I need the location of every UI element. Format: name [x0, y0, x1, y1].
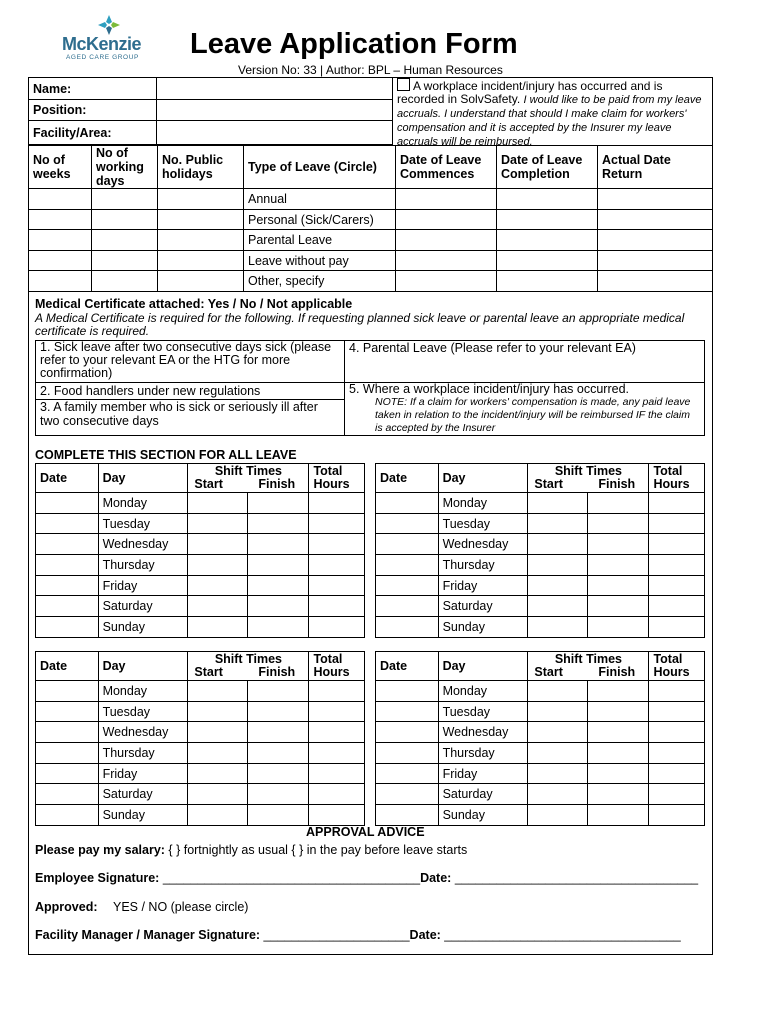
total-hours-cell[interactable] — [649, 534, 705, 555]
finish-cell[interactable] — [587, 575, 649, 596]
start-label: Start — [534, 665, 563, 679]
start-cell[interactable] — [528, 681, 588, 702]
header-date: Date — [376, 464, 439, 493]
date-cell[interactable] — [376, 763, 439, 784]
date-cell[interactable] — [376, 784, 439, 805]
day-friday: Friday — [438, 575, 528, 596]
header-day: Day — [98, 652, 188, 681]
employee-signature-line[interactable]: _____________________________________ — [162, 871, 421, 885]
table-row — [376, 575, 705, 596]
start-cell[interactable] — [188, 555, 248, 576]
header-day: Day — [98, 464, 188, 493]
finish-cell[interactable] — [587, 596, 649, 617]
total-hours-cell[interactable] — [309, 555, 365, 576]
total-hours-cell[interactable] — [649, 701, 705, 722]
approved-label: Approved: — [35, 900, 98, 914]
finish-cell[interactable] — [587, 493, 649, 514]
finish-cell[interactable] — [587, 555, 649, 576]
incident-checkbox[interactable] — [397, 78, 410, 91]
date-cell[interactable] — [36, 513, 99, 534]
header-day: Day — [438, 464, 528, 493]
leave-type-parental[interactable]: Parental Leave — [244, 230, 396, 251]
header-actual-return: Actual Date Return — [598, 146, 713, 189]
header-total-hours: Total Hours — [649, 464, 705, 493]
approved-row — [35, 900, 248, 914]
header-total-hours: Total Hours — [649, 652, 705, 681]
start-cell[interactable] — [188, 617, 248, 638]
date-cell[interactable] — [376, 681, 439, 702]
day-saturday: Saturday — [438, 784, 528, 805]
start-cell[interactable] — [188, 722, 248, 743]
total-hours-cell[interactable] — [649, 596, 705, 617]
total-hours-cell[interactable] — [649, 555, 705, 576]
total-hours-cell[interactable] — [309, 701, 365, 722]
table-row — [36, 743, 365, 764]
date-cell[interactable] — [36, 681, 99, 702]
table-row — [29, 271, 713, 292]
finish-cell[interactable] — [587, 763, 649, 784]
manager-date-line[interactable]: __________________________________ — [444, 928, 681, 942]
logo-cross-icon — [96, 14, 122, 36]
table-row — [36, 722, 365, 743]
date-cell[interactable] — [376, 575, 439, 596]
date-cell[interactable] — [376, 722, 439, 743]
start-cell[interactable] — [528, 701, 588, 722]
start-cell[interactable] — [188, 493, 248, 514]
finish-cell[interactable] — [247, 555, 309, 576]
table-row — [376, 681, 705, 702]
date-cell[interactable] — [376, 513, 439, 534]
shift-table-3 — [35, 651, 365, 826]
header-shift-times — [188, 464, 309, 493]
date-cell[interactable] — [36, 743, 99, 764]
total-hours-cell[interactable] — [649, 805, 705, 826]
medical-reason-2: 2. Food handlers under new regulations — [36, 383, 345, 400]
day-tuesday: Tuesday — [98, 513, 188, 534]
page-title: Leave Application Form — [190, 28, 518, 60]
pay-salary-row — [35, 843, 467, 857]
header-date-completion: Date of Leave Completion — [497, 146, 598, 189]
shift-table-2 — [375, 463, 705, 638]
employee-signature-label: Employee Signature: — [35, 871, 160, 885]
header-shift-times — [188, 652, 309, 681]
finish-cell[interactable] — [247, 617, 309, 638]
start-cell[interactable] — [528, 513, 588, 534]
date-cell[interactable] — [376, 743, 439, 764]
total-hours-cell[interactable] — [309, 513, 365, 534]
logo-subtitle: AGED CARE GROUP — [66, 54, 139, 61]
date-cell[interactable] — [376, 555, 439, 576]
start-cell[interactable] — [528, 763, 588, 784]
medical-certificate-title: Medical Certificate attached: Yes / No / Not applicable — [35, 297, 353, 311]
start-label: Start — [194, 665, 223, 679]
date-cell[interactable] — [36, 575, 99, 596]
day-saturday: Saturday — [98, 784, 188, 805]
date-cell[interactable] — [376, 493, 439, 514]
header-public-holidays: No. Public holidays — [158, 146, 244, 189]
finish-cell[interactable] — [247, 805, 309, 826]
start-cell[interactable] — [528, 743, 588, 764]
day-wednesday: Wednesday — [98, 722, 188, 743]
table-row — [376, 617, 705, 638]
date-cell[interactable] — [376, 701, 439, 722]
date-cell[interactable] — [36, 534, 99, 555]
header-date-commences: Date of Leave Commences — [396, 146, 497, 189]
table-row — [376, 701, 705, 722]
table-row — [29, 251, 713, 271]
finish-cell[interactable] — [247, 493, 309, 514]
date-cell[interactable] — [36, 493, 99, 514]
header-day: Day — [438, 652, 528, 681]
start-label: Start — [534, 477, 563, 491]
header-date: Date — [36, 464, 99, 493]
name-field[interactable] — [157, 78, 393, 100]
leave-table — [28, 145, 713, 292]
date-cell[interactable] — [376, 617, 439, 638]
approval-title: APPROVAL ADVICE — [306, 825, 425, 839]
day-saturday: Saturday — [98, 596, 188, 617]
finish-cell[interactable] — [587, 534, 649, 555]
total-hours-cell[interactable] — [649, 722, 705, 743]
date-cell[interactable] — [376, 805, 439, 826]
finish-cell[interactable] — [587, 617, 649, 638]
medical-reasons-table — [35, 340, 705, 436]
day-monday: Monday — [98, 681, 188, 702]
employee-date-line[interactable]: ___________________________________ — [454, 871, 699, 885]
medical-reason-1: 1. Sick leave after two consecutive days sick (please refer to your relevant EA or the HTG for more confirmation) — [36, 341, 345, 383]
incident-text: A workplace incident/injury has occurred and is recorded in SolvSafety. — [397, 79, 663, 106]
logo-name: McKenzie — [62, 34, 142, 54]
finish-cell[interactable] — [247, 596, 309, 617]
finish-cell[interactable] — [247, 722, 309, 743]
total-hours-cell[interactable] — [309, 534, 365, 555]
finish-cell[interactable] — [587, 805, 649, 826]
header-date: Date — [376, 652, 439, 681]
shift-times-label: Shift Times — [214, 464, 282, 478]
manager-signature-label: Facility Manager / Manager Signature: — [35, 928, 261, 942]
finish-label: Finish — [598, 665, 636, 679]
medical-reason-5-note: NOTE: If a claim for workers' compensation is made, any paid leave taken in relation to the incident/injury will be reimbursed IF the claim is accepted by the Insurer — [375, 396, 691, 434]
header-working-days: No of working days — [92, 146, 158, 189]
date-cell[interactable] — [36, 784, 99, 805]
start-cell[interactable] — [528, 575, 588, 596]
total-hours-cell[interactable] — [309, 763, 365, 784]
table-row — [29, 210, 713, 230]
date-cell[interactable] — [376, 596, 439, 617]
start-cell[interactable] — [528, 784, 588, 805]
finish-cell[interactable] — [587, 513, 649, 534]
table-row — [36, 617, 365, 638]
day-thursday: Thursday — [438, 555, 528, 576]
start-cell[interactable] — [188, 575, 248, 596]
day-saturday: Saturday — [438, 596, 528, 617]
table-row — [36, 534, 365, 555]
shift-table-1 — [35, 463, 365, 638]
table-row — [36, 784, 365, 805]
day-friday: Friday — [98, 763, 188, 784]
total-hours-cell[interactable] — [649, 681, 705, 702]
approved-options[interactable]: YES / NO (please circle) — [112, 900, 249, 914]
manager-signature-line[interactable]: _____________________ — [263, 928, 410, 942]
header-total-hours: Total Hours — [309, 464, 365, 493]
day-sunday: Sunday — [98, 617, 188, 638]
name-label: Name: — [29, 78, 157, 100]
total-hours-cell[interactable] — [309, 493, 365, 514]
total-hours-cell[interactable] — [649, 784, 705, 805]
version-info: Version No: 33 | Author: BPL – Human Resources — [238, 63, 503, 77]
finish-cell[interactable] — [587, 722, 649, 743]
day-monday: Monday — [438, 681, 528, 702]
day-wednesday: Wednesday — [438, 534, 528, 555]
complete-section-title: COMPLETE THIS SECTION FOR ALL LEAVE — [35, 448, 297, 462]
date-cell[interactable] — [36, 555, 99, 576]
table-row — [36, 596, 365, 617]
medical-certificate-note: A Medical Certificate is required for the following. If requesting planned sick leave or parental leave an appropriate medical certificate is required. — [35, 311, 685, 338]
employee-signature-row — [35, 871, 698, 885]
finish-cell[interactable] — [587, 681, 649, 702]
table-row — [29, 189, 713, 210]
total-hours-cell[interactable] — [309, 784, 365, 805]
start-cell[interactable] — [528, 493, 588, 514]
table-row — [36, 701, 365, 722]
day-tuesday: Tuesday — [98, 701, 188, 722]
table-row — [36, 681, 365, 702]
finish-cell[interactable] — [247, 513, 309, 534]
start-cell[interactable] — [188, 701, 248, 722]
table-row — [36, 575, 365, 596]
table-row — [376, 784, 705, 805]
date-cell[interactable] — [36, 617, 99, 638]
leave-type-other[interactable]: Other, specify — [244, 271, 396, 292]
finish-cell[interactable] — [247, 763, 309, 784]
table-row — [36, 493, 365, 514]
date-cell[interactable] — [36, 596, 99, 617]
table-row — [376, 805, 705, 826]
shift-times-label: Shift Times — [554, 464, 622, 478]
personal-details-table — [28, 77, 393, 145]
shift-times-label: Shift Times — [554, 652, 622, 666]
table-row — [376, 513, 705, 534]
incident-section — [397, 78, 707, 149]
day-wednesday: Wednesday — [98, 534, 188, 555]
header-total-hours: Total Hours — [309, 652, 365, 681]
day-tuesday: Tuesday — [438, 701, 528, 722]
date-cell[interactable] — [36, 805, 99, 826]
table-row — [36, 805, 365, 826]
leave-type-personal[interactable]: Personal (Sick/Carers) — [244, 210, 396, 230]
total-hours-cell[interactable] — [649, 493, 705, 514]
incident-note: I would like to be paid from my leave accruals. I understand that should I make claim for workers' compensation and it is accepted by the Insurer my leave accruals will be reimbursed. — [397, 94, 702, 148]
total-hours-cell[interactable] — [309, 681, 365, 702]
finish-label: Finish — [598, 477, 636, 491]
table-row — [376, 763, 705, 784]
day-monday: Monday — [438, 493, 528, 514]
start-cell[interactable] — [528, 805, 588, 826]
header-shift-times — [528, 652, 649, 681]
day-friday: Friday — [438, 763, 528, 784]
total-hours-cell[interactable] — [309, 805, 365, 826]
table-row — [29, 230, 713, 251]
pay-salary-label: Please pay my salary: — [35, 843, 165, 857]
table-row — [36, 763, 365, 784]
finish-cell[interactable] — [247, 784, 309, 805]
facility-label: Facility/Area: — [29, 121, 157, 145]
finish-label: Finish — [258, 665, 296, 679]
manager-date-label: Date: — [409, 928, 441, 942]
medical-reason-4: 4. Parental Leave (Please refer to your relevant EA) — [345, 341, 705, 383]
start-label: Start — [194, 477, 223, 491]
shift-times-label: Shift Times — [214, 652, 282, 666]
finish-cell[interactable] — [587, 784, 649, 805]
header-weeks: No of weeks — [29, 146, 92, 189]
manager-signature-row — [35, 928, 681, 942]
shift-table-4 — [375, 651, 705, 826]
logo — [62, 14, 162, 64]
header-shift-times — [528, 464, 649, 493]
finish-cell[interactable] — [247, 743, 309, 764]
employee-date-label: Date: — [420, 871, 452, 885]
start-cell[interactable] — [188, 805, 248, 826]
date-cell[interactable] — [376, 534, 439, 555]
start-cell[interactable] — [188, 763, 248, 784]
medical-reason-3: 3. A family member who is sick or seriously ill after two consecutive days — [36, 399, 345, 435]
total-hours-cell[interactable] — [649, 513, 705, 534]
medical-reason-5: 5. Where a workplace incident/injury has occurred. — [349, 382, 629, 396]
day-sunday: Sunday — [98, 805, 188, 826]
date-cell[interactable] — [36, 763, 99, 784]
total-hours-cell[interactable] — [309, 596, 365, 617]
total-hours-cell[interactable] — [649, 617, 705, 638]
start-cell[interactable] — [528, 555, 588, 576]
day-sunday: Sunday — [438, 805, 528, 826]
position-label: Position: — [29, 100, 157, 121]
start-cell[interactable] — [188, 743, 248, 764]
table-row — [36, 555, 365, 576]
start-cell[interactable] — [528, 534, 588, 555]
table-row — [376, 596, 705, 617]
pay-salary-options[interactable]: { } fortnightly as usual { } in the pay before leave starts — [164, 843, 468, 857]
start-cell[interactable] — [528, 722, 588, 743]
finish-label: Finish — [258, 477, 296, 491]
table-row — [376, 534, 705, 555]
total-hours-cell[interactable] — [309, 722, 365, 743]
header-leave-type: Type of Leave (Circle) — [244, 146, 396, 189]
start-cell[interactable] — [528, 617, 588, 638]
day-thursday: Thursday — [98, 743, 188, 764]
header-date: Date — [36, 652, 99, 681]
start-cell[interactable] — [528, 596, 588, 617]
total-hours-cell[interactable] — [649, 763, 705, 784]
finish-cell[interactable] — [247, 575, 309, 596]
finish-cell[interactable] — [247, 534, 309, 555]
date-cell[interactable] — [36, 722, 99, 743]
start-cell[interactable] — [188, 534, 248, 555]
finish-cell[interactable] — [247, 681, 309, 702]
total-hours-cell[interactable] — [649, 575, 705, 596]
start-cell[interactable] — [188, 784, 248, 805]
table-row — [376, 493, 705, 514]
table-row — [376, 555, 705, 576]
day-wednesday: Wednesday — [438, 722, 528, 743]
total-hours-cell[interactable] — [309, 743, 365, 764]
total-hours-cell[interactable] — [649, 743, 705, 764]
total-hours-cell[interactable] — [309, 575, 365, 596]
day-monday: Monday — [98, 493, 188, 514]
date-cell[interactable] — [36, 701, 99, 722]
start-cell[interactable] — [188, 513, 248, 534]
finish-cell[interactable] — [247, 701, 309, 722]
finish-cell[interactable] — [587, 701, 649, 722]
total-hours-cell[interactable] — [309, 617, 365, 638]
position-field[interactable] — [157, 100, 393, 121]
table-row — [36, 513, 365, 534]
day-friday: Friday — [98, 575, 188, 596]
table-row — [376, 743, 705, 764]
leave-type-without-pay[interactable]: Leave without pay — [244, 251, 396, 271]
day-thursday: Thursday — [438, 743, 528, 764]
start-cell[interactable] — [188, 681, 248, 702]
start-cell[interactable] — [188, 596, 248, 617]
day-thursday: Thursday — [98, 555, 188, 576]
table-row — [376, 722, 705, 743]
leave-type-annual[interactable]: Annual — [244, 189, 396, 210]
day-sunday: Sunday — [438, 617, 528, 638]
day-tuesday: Tuesday — [438, 513, 528, 534]
facility-field[interactable] — [157, 121, 393, 145]
finish-cell[interactable] — [587, 743, 649, 764]
